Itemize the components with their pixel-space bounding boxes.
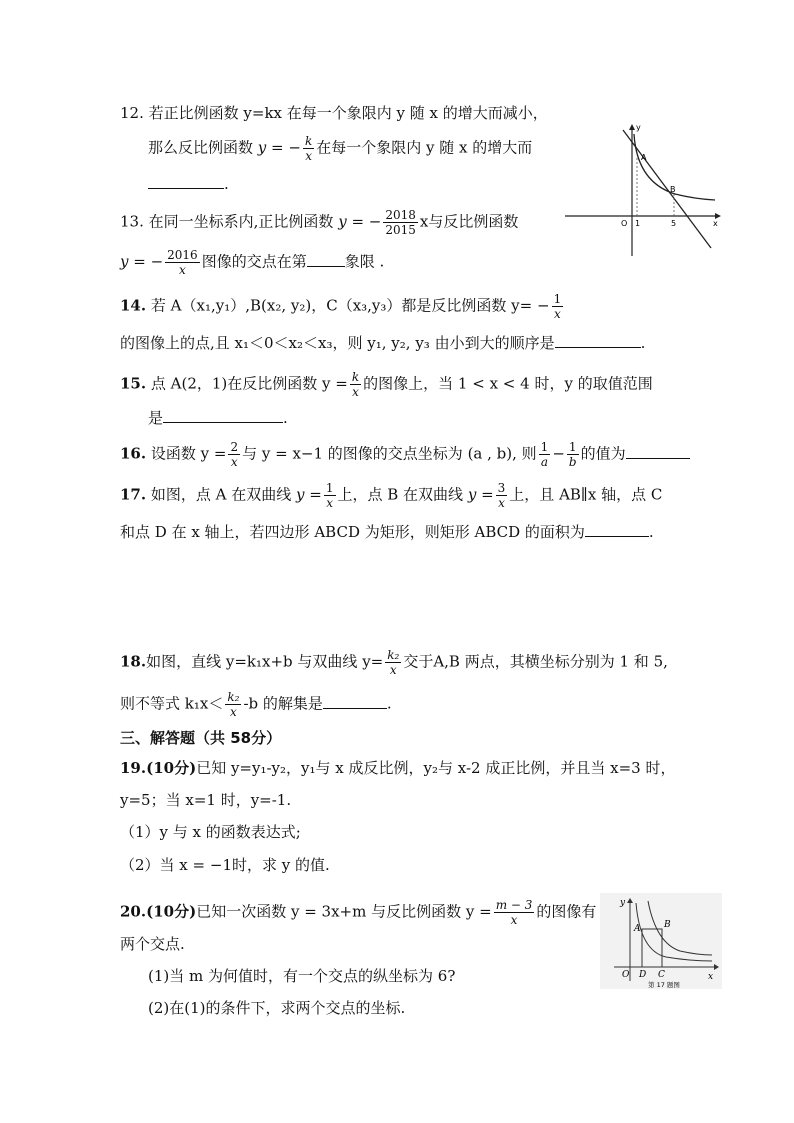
- q18-fraction-2: [225, 690, 241, 719]
- q16-text-c: 的值为: [580, 444, 626, 463]
- q16-line1: [120, 440, 690, 469]
- q13-frac1-num: 2018: [385, 208, 416, 222]
- q13-text-d: 象限 .: [344, 252, 385, 271]
- q16-frac2-den: a: [540, 455, 549, 469]
- q13-fraction-1: [383, 208, 418, 237]
- q13-text-a: 在同一坐标系内,正比例函数: [148, 212, 334, 231]
- q14-line2: 的图像上的点,且 x₁＜0＜x₂＜x₃，则 y₁, y₂, y₃ 由小到大的顺序是 .: [120, 334, 646, 352]
- q18-fraction-1: [385, 648, 401, 677]
- q19-sub1: （1）y 与 x 的函数表达式;: [120, 823, 301, 841]
- q20-line1: [120, 898, 596, 927]
- q18-text-b: 交于A,B 两点，其横坐标分别为 1 和 5,: [403, 652, 668, 671]
- q15-frac-num: k: [351, 370, 360, 384]
- fig2-label-b: B: [664, 920, 671, 930]
- q18-line1: [120, 648, 668, 677]
- q13-answer-blank[interactable]: [307, 252, 345, 267]
- q15-answer-blank[interactable]: [163, 408, 283, 423]
- q12-y-minus: y = −: [257, 138, 301, 157]
- q12-line3: .: [148, 174, 229, 193]
- q19-number: 19.: [120, 759, 147, 777]
- q18-line2: 则不等式 k₁x＜ $\frac{\text{k₂}}{x}$ -b 的解集是 .: [120, 690, 392, 719]
- q16-fraction-2: [539, 440, 551, 469]
- q17-text-d: 和点 D 在 x 轴上，若四边形 ABCD 为矩形，则矩形 ABCD 的面积为: [120, 523, 585, 541]
- q13-frac1-den: 2015: [385, 223, 416, 237]
- q17-number: 17.: [120, 485, 147, 504]
- q15-line1: [120, 370, 653, 399]
- q19-sub2: （2）当 x = −1时，求 y 的值.: [120, 856, 330, 874]
- q17-text-a: 如图，点 A 在双曲线: [150, 485, 292, 504]
- q16-text-b: 与 y = x−1 的图像的交点坐标为 (a , b), 则: [242, 444, 537, 463]
- q12-line1: [120, 104, 548, 122]
- q17-fraction-2: [496, 481, 508, 510]
- q17-fraction-1: [324, 481, 336, 510]
- q13-line2: [120, 248, 384, 277]
- q16-frac1-den: x: [230, 455, 238, 469]
- q16-text-a: 设函数 y =: [150, 444, 227, 463]
- q17-frac1-den: x: [326, 496, 334, 510]
- q19-line2: y=5；当 x=1 时，y=-1.: [120, 791, 292, 809]
- q20-text-b: 的图像有: [536, 902, 597, 921]
- q16-frac3-num: 1: [567, 440, 579, 455]
- q13-frac2-num: 2016: [167, 248, 198, 262]
- q15-number: 15.: [120, 374, 147, 393]
- q18-frac1-num: k₂: [387, 648, 400, 662]
- fig2-label-d: D: [639, 970, 647, 980]
- q16-frac2-num: 1: [540, 440, 549, 454]
- fig2-label-c: C: [658, 970, 665, 980]
- fig1-label-a: A: [641, 153, 647, 162]
- q15-text-b: 的图像上，当 1 < x < 4 时，y 的取值范围: [363, 374, 653, 393]
- fig1-y-arrow: [629, 124, 635, 130]
- q15-frac-den: x: [352, 385, 359, 399]
- q19-text-a: 已知 y=y₁-y₂，y₁与 x 成反比例，y₂与 x-2 成正比例，并且当 x=3 时，: [196, 759, 676, 777]
- q19-points: (10分): [146, 759, 197, 777]
- q15-text-c: 是: [148, 409, 164, 427]
- q20-number: 20.: [120, 902, 147, 921]
- q13-number: 13.: [120, 212, 144, 231]
- q18-frac2-den: x: [230, 705, 237, 719]
- q16-frac3-den: b: [568, 455, 577, 469]
- q16-number: 16.: [120, 444, 147, 463]
- q17-y-eq-2: y =: [467, 485, 494, 504]
- q12-frac-den: x: [305, 149, 312, 163]
- q17-text-b: 上，点 B 在双曲线: [337, 485, 464, 504]
- q17-answer-blank[interactable]: [585, 522, 649, 537]
- q20-frac-den: x: [510, 913, 518, 927]
- q18-answer-blank[interactable]: [323, 694, 387, 709]
- q16-answer-blank[interactable]: [626, 444, 690, 459]
- fig1-label-5: 5: [671, 219, 677, 228]
- q19-line1: [120, 759, 675, 777]
- q18-frac1-den: x: [389, 663, 397, 677]
- q12-text-a: 那么反比例函数: [148, 138, 254, 157]
- q15-text-a: 点 A(2，1)在反比例函数 y =: [150, 374, 348, 393]
- q12-text-b: 在每一个象限内 y 随 x 的增大而: [316, 138, 533, 157]
- q16-frac1-num: 2: [230, 440, 239, 454]
- q20-text-a: 已知一次函数 y = 3x+m 与反比例函数 y =: [196, 902, 492, 921]
- fig2-caption: 第 17 题图: [648, 981, 680, 989]
- q16-minus: −: [552, 444, 565, 463]
- q17-text-c: 上，且 AB∥x 轴，点 C: [509, 485, 663, 504]
- q18-text-d: -b 的解集是: [243, 694, 323, 713]
- q20-fraction: [494, 898, 535, 927]
- q12-answer-blank[interactable]: [148, 174, 224, 189]
- fig2-label-y: y: [620, 898, 626, 908]
- fig1-label-o: O: [621, 219, 628, 228]
- q17-line1: [120, 481, 662, 510]
- fig1-label-y: y: [636, 123, 641, 132]
- q12-fraction: [303, 134, 314, 163]
- q14-number: 14.: [120, 296, 147, 315]
- q17-y-eq-1: y =: [296, 485, 322, 504]
- q20-frac-num: m − 3: [495, 898, 533, 912]
- q17-frac2-den: x: [498, 496, 505, 510]
- q14-answer-blank[interactable]: [555, 333, 641, 348]
- q20-sub2: (2)在(1)的条件下，求两个交点的坐标.: [148, 999, 406, 1017]
- figure-rectangle-hyperbolas: [600, 893, 722, 989]
- q14-text-b: 的图像上的点,且 x₁＜0＜x₂＜x₃，则 y₁, y₂, y₃ 由小到大的顺序是: [120, 334, 555, 352]
- q18-number: 18.: [120, 652, 147, 671]
- fig2-label-x: x: [708, 972, 714, 982]
- section-3-title: 三、解答题（共 58分）: [120, 729, 282, 747]
- q17-line2: 和点 D 在 x 轴上，若四边形 ABCD 为矩形，则矩形 ABCD 的面积为 .: [120, 523, 654, 541]
- q14-text-a: 若 A（x₁,y₁）,B(x₂, y₂)，C（x₃,y₃）都是反比例函数 y= −: [150, 296, 550, 315]
- q12-line2: [148, 134, 532, 163]
- q13-text-b: x与反比例函数: [419, 212, 519, 231]
- q18-frac2-num: k₂: [227, 690, 240, 704]
- q14-fraction: [552, 292, 564, 321]
- fig2-label-a: A: [634, 924, 641, 934]
- q16-fraction-1: [228, 440, 240, 469]
- q13-line1: [120, 208, 518, 237]
- q13-y-minus: y = −: [338, 212, 382, 231]
- q15-line2: 是 .: [148, 409, 288, 427]
- q13-fraction-2: [165, 248, 200, 277]
- q13-y-minus-2: y = −: [120, 252, 164, 271]
- q14-frac-num: 1: [553, 292, 562, 306]
- fig1-label-1: 1: [635, 219, 641, 228]
- q12-number: 12.: [120, 104, 144, 122]
- q20-line2: 两个交点.: [120, 935, 185, 953]
- q12-text: 若正比例函数 y=kx 在每一个象限内 y 随 x 的增大而减小，: [148, 104, 548, 122]
- q17-frac2-num: 3: [497, 481, 506, 495]
- fig1-label-b: B: [670, 185, 676, 194]
- q15-fraction: [350, 370, 361, 399]
- q20-sub1: (1)当 m 为何值时，有一个交点的纵坐标为 6?: [148, 967, 456, 985]
- q14-frac-den: x: [554, 307, 561, 321]
- q16-fraction-3: [567, 440, 579, 469]
- q12-frac-num: k: [304, 134, 313, 148]
- fig2-label-o: O: [622, 970, 630, 980]
- q18-text-a: 如图，直线 y=k₁x+b 与双曲线 y=: [146, 652, 384, 671]
- q13-text-c: 图像的交点在第: [201, 252, 307, 271]
- q20-points: (10分): [146, 902, 197, 921]
- figure-line-hyperbola: [565, 122, 725, 260]
- q14-line1: [120, 292, 565, 321]
- q18-text-c: 则不等式 k₁x＜: [120, 694, 224, 713]
- fig1-label-x: x: [713, 219, 718, 228]
- q13-frac2-den: x: [179, 263, 186, 277]
- q17-frac1-num: 1: [325, 481, 334, 495]
